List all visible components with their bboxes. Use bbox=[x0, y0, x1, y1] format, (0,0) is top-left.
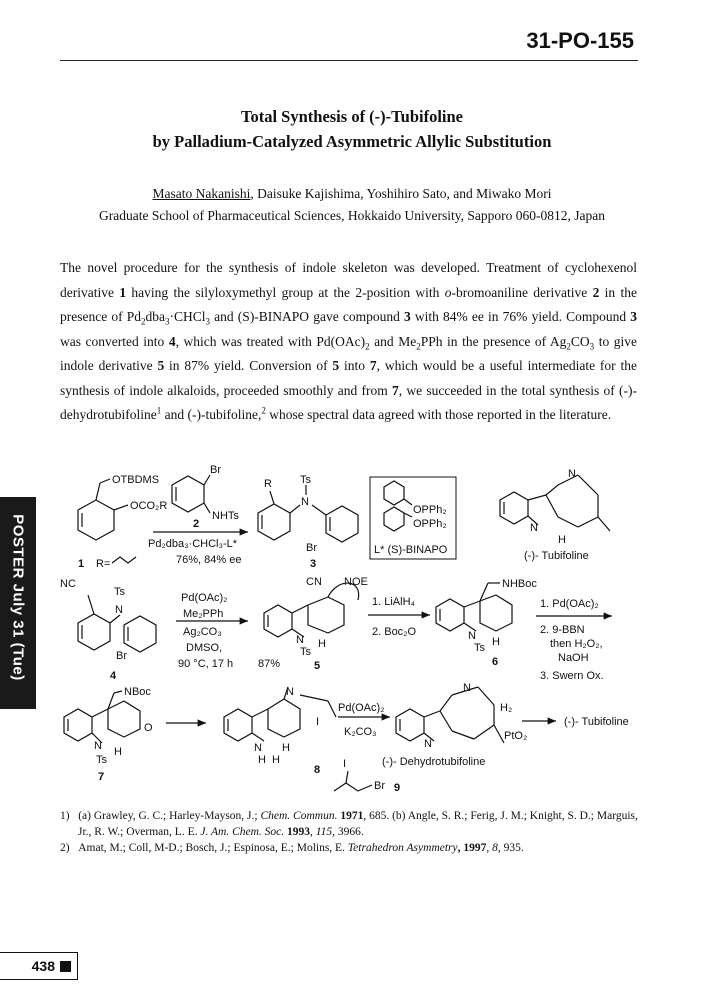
poster-code: 31-PO-155 bbox=[526, 28, 634, 53]
svg-text:Ts: Ts bbox=[96, 754, 107, 766]
svg-text:NHBoc: NHBoc bbox=[502, 578, 537, 590]
svg-text:O: O bbox=[144, 722, 153, 734]
svg-text:L* (S)-BINAPO: L* (S)-BINAPO bbox=[374, 544, 448, 556]
svg-text:H: H bbox=[114, 746, 122, 758]
svg-text:Ts: Ts bbox=[300, 474, 311, 486]
svg-text:Br: Br bbox=[374, 780, 385, 792]
svg-text:H: H bbox=[558, 534, 566, 546]
svg-text:(-)- Tubifoline: (-)- Tubifoline bbox=[564, 716, 629, 728]
title-line-2: by Palladium-Catalyzed Asymmetric Allylic Substitution bbox=[152, 132, 552, 151]
svg-text:H: H bbox=[282, 742, 290, 754]
ligand-binapo bbox=[370, 477, 456, 559]
svg-text:DMSO,: DMSO, bbox=[186, 642, 223, 654]
svg-text:N: N bbox=[463, 682, 471, 694]
svg-text:NBoc: NBoc bbox=[124, 686, 151, 698]
yield-1: 76%, 84% ee bbox=[176, 554, 242, 566]
reference-1: 1) (a) Grawley, G. C.; Harley-Mayson, J.; Chem. Commun. 1971, 685. (b) Angle, S. R.; Ferig, J. M.; Knight, S. D.; Marguis, Jr., R. W.; Overman, L. E. J. Am. Chem. Soc. 1993, 115, 3966. bbox=[60, 810, 638, 838]
poster-side-tab bbox=[0, 497, 36, 709]
svg-text:N: N bbox=[568, 468, 576, 480]
svg-text:3. Swern Ox.: 3. Swern Ox. bbox=[540, 670, 604, 682]
svg-text:Br: Br bbox=[116, 650, 127, 662]
svg-text:OTBDMS: OTBDMS bbox=[112, 474, 160, 486]
abstract: The novel procedure for the synthesis of indole skeleton was developed. Treatment of cyclohexenol derivative 1 having the silyloxymethyl group at the 2-position with o-bromoaniline derivative 2 in the presence of $Pd_2dba_3\cdot CHCl_3$ and (S)-BINAPO gave compound 3 with 84% ee in 76% yield. Compound 3 was converted into 4, which was treated with $Pd(OAc)_2$ and $Me_2PPh$ in the presence of $Ag_2CO_3$ to give indole derivative 5 in 87% yield. Conversion of 5 into 7, which would be a useful intermediate for the synthesis of indole alkaloids, proceeded smoothly and from 7, we succeeded in the total synthesis of (-)-dehydrotubifoline$^1$ and (-)-tubifoline,$^2$ whose spectral data agreed with those reported in the literature. bbox=[60, 260, 638, 422]
svg-text:NC: NC bbox=[60, 578, 76, 590]
svg-text:NaOH: NaOH bbox=[558, 652, 589, 664]
svg-text:Me₂PPh: Me₂PPh bbox=[183, 608, 224, 620]
svg-text:H: H bbox=[492, 636, 500, 648]
conditions-5 bbox=[338, 702, 390, 738]
svg-text:N: N bbox=[286, 686, 294, 698]
svg-text:N: N bbox=[254, 742, 262, 754]
square-icon bbox=[60, 961, 71, 972]
svg-text:2. 9-BBN: 2. 9-BBN bbox=[540, 624, 585, 636]
page-number: 438 bbox=[31, 958, 55, 974]
svg-text:87%: 87% bbox=[258, 658, 281, 670]
svg-text:N: N bbox=[296, 634, 304, 646]
svg-text:2: 2 bbox=[193, 518, 200, 530]
svg-text:Ts: Ts bbox=[114, 586, 125, 598]
svg-text:Pd(OAc)₂: Pd(OAc)₂ bbox=[338, 702, 385, 714]
side-tab-label: POSTER July 31 (Tue) bbox=[9, 514, 27, 681]
compound-2 bbox=[172, 464, 239, 530]
svg-text:NHTs: NHTs bbox=[212, 510, 239, 522]
svg-text:Br: Br bbox=[306, 542, 317, 554]
svg-text:then H₂O₂,: then H₂O₂, bbox=[550, 638, 603, 650]
affiliation: Graduate School of Pharmaceutical Sciences, Hokkaido University, Sapporo 060-0812, Japan bbox=[99, 208, 605, 223]
svg-text:I: I bbox=[316, 716, 320, 728]
svg-text:Ag₂CO₃: Ag₂CO₃ bbox=[183, 626, 222, 638]
svg-text:N: N bbox=[424, 738, 432, 750]
svg-text:H: H bbox=[272, 754, 280, 766]
compound-1 bbox=[78, 474, 167, 570]
conditions-6 bbox=[500, 702, 629, 742]
svg-text:N: N bbox=[301, 496, 309, 508]
compound-8 bbox=[224, 686, 336, 776]
svg-text:N: N bbox=[530, 522, 538, 534]
svg-text:4: 4 bbox=[110, 670, 117, 682]
conditions-2 bbox=[176, 592, 280, 670]
svg-text:1. Pd(OAc)₂: 1. Pd(OAc)₂ bbox=[540, 598, 599, 610]
author-list bbox=[0, 186, 704, 202]
svg-text:8: 8 bbox=[314, 764, 321, 776]
reaction-scheme bbox=[38, 455, 668, 800]
conditions-3 bbox=[368, 596, 430, 638]
svg-text:(-)- Dehydrotubifoline: (-)- Dehydrotubifoline bbox=[382, 756, 486, 768]
svg-text:R=: R= bbox=[96, 558, 111, 570]
tubifoline-structure bbox=[500, 468, 610, 562]
svg-text:Ts: Ts bbox=[300, 646, 311, 658]
compound-4 bbox=[60, 578, 156, 682]
svg-text:6: 6 bbox=[492, 656, 499, 668]
svg-text:Br: Br bbox=[210, 464, 221, 476]
svg-text:H: H bbox=[258, 754, 266, 766]
compound-6 bbox=[436, 578, 537, 668]
svg-text:N: N bbox=[94, 740, 102, 752]
svg-text:1: 1 bbox=[78, 558, 85, 570]
svg-text:N: N bbox=[468, 630, 476, 642]
conditions-1: Pd₂dba₃·CHCl₃-L* bbox=[148, 538, 238, 550]
svg-text:CN: CN bbox=[306, 576, 322, 588]
svg-text:Ts: Ts bbox=[474, 642, 485, 654]
svg-text:H: H bbox=[318, 638, 326, 650]
svg-text:R: R bbox=[264, 478, 272, 490]
svg-text:OCO₂R: OCO₂R bbox=[130, 500, 168, 512]
header-rule bbox=[60, 60, 638, 61]
svg-text:3: 3 bbox=[310, 558, 317, 570]
svg-text:5: 5 bbox=[314, 660, 321, 672]
paper-title bbox=[0, 104, 704, 154]
title-line-1: Total Synthesis of (-)-Tubifoline bbox=[240, 107, 464, 126]
svg-text:I: I bbox=[343, 758, 347, 770]
page-number-box bbox=[0, 952, 78, 980]
compound-7 bbox=[64, 686, 153, 783]
svg-text:H₂: H₂ bbox=[500, 702, 513, 714]
compound-3 bbox=[258, 474, 358, 570]
svg-text:NOE: NOE bbox=[344, 576, 368, 588]
conditions-4 bbox=[536, 598, 612, 682]
dehydrotubifoline-structure bbox=[382, 682, 504, 768]
svg-text:1. LiAlH₄: 1. LiAlH₄ bbox=[372, 596, 416, 608]
svg-text:90 °C, 17 h: 90 °C, 17 h bbox=[178, 658, 234, 670]
svg-text:Pd(OAc)₂: Pd(OAc)₂ bbox=[181, 592, 228, 604]
co-authors: , Daisuke Kajishima, Yoshihiro Sato, and Miwako Mori bbox=[250, 186, 552, 201]
svg-text:2. Boc₂O: 2. Boc₂O bbox=[372, 626, 417, 638]
svg-text:N: N bbox=[115, 604, 123, 616]
svg-text:K₂CO₃: K₂CO₃ bbox=[344, 726, 377, 738]
svg-text:9: 9 bbox=[394, 782, 401, 794]
svg-text:OPPh₂: OPPh₂ bbox=[413, 504, 447, 516]
svg-text:OPPh₂: OPPh₂ bbox=[413, 518, 447, 530]
presenting-author: Masato Nakanishi bbox=[152, 186, 251, 201]
reference-list bbox=[60, 808, 640, 856]
svg-text:PtO₂: PtO₂ bbox=[504, 730, 528, 742]
svg-text:7: 7 bbox=[98, 771, 105, 783]
svg-text:(-)- Tubifoline: (-)- Tubifoline bbox=[524, 550, 589, 562]
reference-2: 2) Amat, M.; Coll, M-D.; Bosch, J.; Espinosa, E.; Molins, E. Tetrahedron Asymmetry, 1997, 8, 935. bbox=[60, 842, 524, 854]
